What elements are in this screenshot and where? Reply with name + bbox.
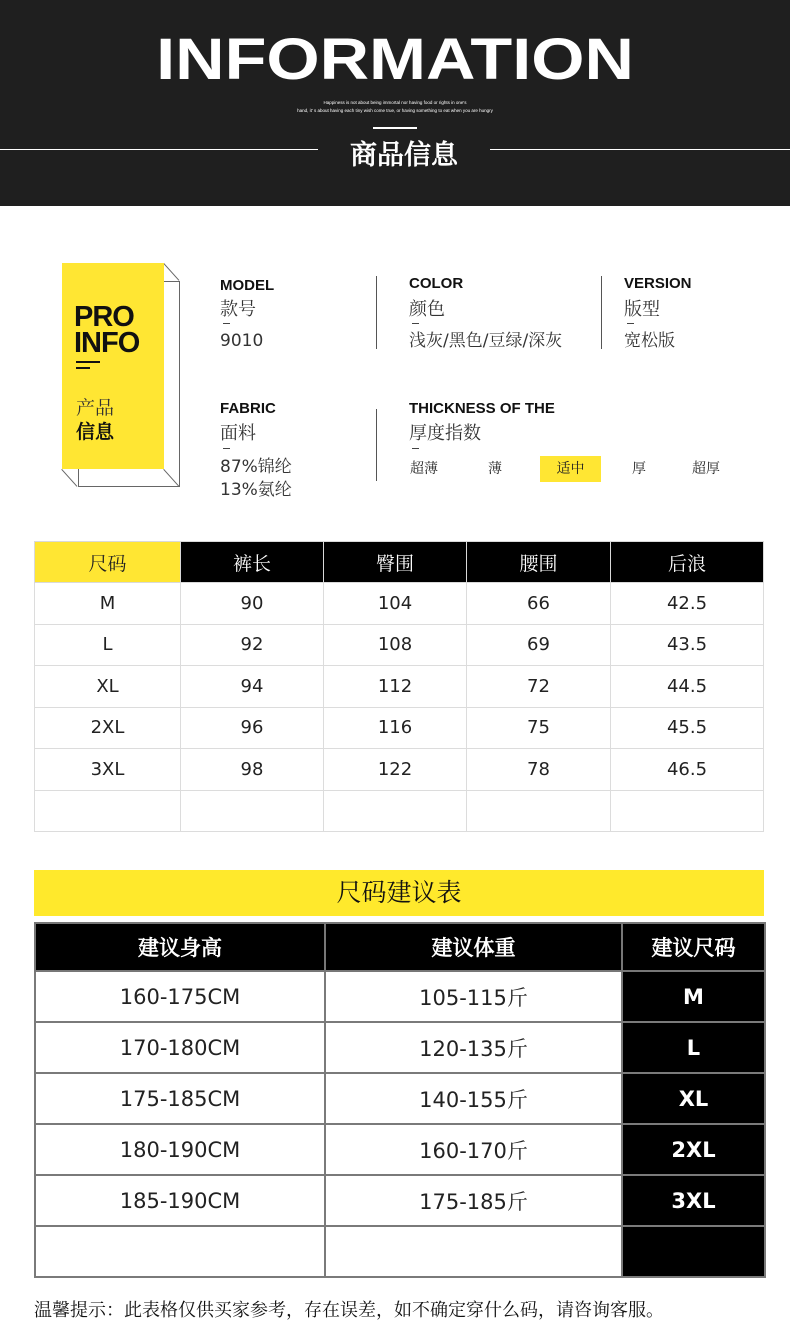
header-tagline-2: hand, it' s about having each tiny wish come true, or having something to eat when you are hungry — [297, 108, 493, 113]
pro-info-rule — [76, 367, 90, 369]
table-cell: 3XL — [622, 1175, 765, 1226]
table-cell: 160-175CM — [35, 971, 325, 1022]
table-cell: L — [35, 624, 181, 666]
attr-separator — [376, 276, 377, 349]
header-tagline-1: Happiness is not about being immortal nor having food or rights in one's — [323, 100, 467, 105]
table-cell: 42.5 — [611, 583, 764, 625]
table-row — [35, 1226, 765, 1277]
table-row — [35, 790, 764, 832]
fabric-dash — [223, 448, 230, 449]
table-cell: 45.5 — [611, 707, 764, 749]
pro-info-box-edge — [163, 263, 179, 281]
table-cell: 75 — [467, 707, 611, 749]
version-label-cn: 版型 — [624, 299, 660, 320]
model-value: 9010 — [220, 331, 264, 351]
table-cell: 96 — [181, 707, 324, 749]
size-header-hip: 臀围 — [324, 542, 467, 583]
header-divider-right — [490, 149, 790, 150]
table-cell: 94 — [181, 666, 324, 708]
pro-info-label-line-2: INFO — [74, 327, 140, 359]
size-table — [34, 541, 764, 832]
table-cell: 140-155斤 — [325, 1073, 622, 1124]
table-cell — [181, 790, 324, 832]
table-cell: L — [622, 1022, 765, 1073]
table-cell: 185-190CM — [35, 1175, 325, 1226]
table-cell: 3XL — [35, 749, 181, 791]
table-cell: 66 — [467, 583, 611, 625]
table-cell: 44.5 — [611, 666, 764, 708]
table-cell — [324, 790, 467, 832]
rec-header-weight: 建议体重 — [325, 923, 622, 971]
size-header-waist: 腰围 — [467, 542, 611, 583]
table-cell — [467, 790, 611, 832]
table-cell: XL — [622, 1073, 765, 1124]
table-cell: 112 — [324, 666, 467, 708]
table-row — [35, 749, 764, 791]
size-note: 温馨提示：此表格仅供买家参考，存在误差，如不确定穿什么码，请咨询客服。 — [34, 1300, 664, 1321]
header-divider-left — [0, 149, 318, 150]
thickness-option-ultra-thin: 超薄 — [410, 461, 438, 477]
rec-header-height: 建议身高 — [35, 923, 325, 971]
model-label-en: MODEL — [220, 277, 275, 294]
table-cell: 98 — [181, 749, 324, 791]
table-cell: 180-190CM — [35, 1124, 325, 1175]
table-row — [35, 707, 764, 749]
table-cell: 105-115斤 — [325, 971, 622, 1022]
color-dash — [412, 323, 419, 324]
thickness-option-thin: 薄 — [488, 461, 502, 477]
table-cell: 170-180CM — [35, 1022, 325, 1073]
fabric-value-1: 87%锦纶 — [220, 457, 292, 477]
fabric-value-2: 13%氨纶 — [220, 480, 292, 500]
size-header-size: 尺码 — [35, 542, 181, 583]
table-cell: 92 — [181, 624, 324, 666]
table-cell: 78 — [467, 749, 611, 791]
pro-info-label — [74, 301, 140, 359]
table-cell: M — [622, 971, 765, 1022]
table-cell — [35, 790, 181, 832]
table-row — [35, 666, 764, 708]
model-dash — [223, 323, 230, 324]
header-title: INFORMATION — [156, 27, 634, 92]
table-row — [35, 971, 765, 1022]
recommendation-header-row — [35, 923, 765, 971]
table-cell: 2XL — [622, 1124, 765, 1175]
header-divider-short — [373, 127, 417, 129]
table-cell: 120-135斤 — [325, 1022, 622, 1073]
header-subtitle: 商品信息 — [350, 140, 458, 171]
thickness-option-medium-selected: 适中 — [540, 456, 601, 482]
table-cell: 175-185斤 — [325, 1175, 622, 1226]
thickness-dash — [412, 448, 419, 449]
table-cell: 90 — [181, 583, 324, 625]
table-cell — [611, 790, 764, 832]
size-table-header-row — [35, 542, 764, 583]
thickness-option-thick: 厚 — [632, 461, 646, 477]
fabric-label-en: FABRIC — [220, 400, 276, 417]
table-cell: XL — [35, 666, 181, 708]
thickness-label-cn: 厚度指数 — [409, 423, 481, 444]
table-cell: 160-170斤 — [325, 1124, 622, 1175]
thickness-option-ultra-thick: 超厚 — [692, 461, 720, 477]
size-header-length: 裤长 — [181, 542, 324, 583]
color-value: 浅灰/黑色/豆绿/深灰 — [409, 331, 563, 351]
color-label-cn: 颜色 — [409, 299, 445, 320]
table-cell: 175-185CM — [35, 1073, 325, 1124]
table-cell — [325, 1226, 622, 1277]
table-cell: 72 — [467, 666, 611, 708]
table-cell: 108 — [324, 624, 467, 666]
table-row — [35, 583, 764, 625]
table-row — [35, 1073, 765, 1124]
model-label-cn: 款号 — [220, 299, 256, 320]
table-cell: M — [35, 583, 181, 625]
size-header-back-rise: 后浪 — [611, 542, 764, 583]
version-value: 宽松版 — [624, 331, 675, 351]
table-cell: 2XL — [35, 707, 181, 749]
table-cell — [35, 1226, 325, 1277]
attr-separator — [601, 276, 602, 349]
thickness-label-en: THICKNESS OF THE — [409, 400, 555, 417]
table-cell: 116 — [324, 707, 467, 749]
pro-info-box-edge — [61, 469, 77, 487]
fabric-label-cn: 面料 — [220, 423, 256, 444]
pro-info-cn-2: 信息 — [76, 421, 115, 443]
recommendation-table — [34, 922, 766, 1278]
table-cell: 122 — [324, 749, 467, 791]
version-label-en: VERSION — [624, 275, 692, 292]
attr-separator — [376, 409, 377, 481]
table-cell: 104 — [324, 583, 467, 625]
pro-info-cn-1: 产品 — [76, 397, 115, 419]
table-row — [35, 1124, 765, 1175]
pro-info-label-line-1: PRO — [74, 301, 134, 333]
table-cell: 43.5 — [611, 624, 764, 666]
rec-header-size: 建议尺码 — [622, 923, 765, 971]
table-cell — [622, 1226, 765, 1277]
version-dash — [627, 323, 634, 324]
table-cell: 69 — [467, 624, 611, 666]
pro-info-rule — [76, 361, 100, 363]
table-row — [35, 624, 764, 666]
color-label-en: COLOR — [409, 275, 464, 292]
table-cell: 46.5 — [611, 749, 764, 791]
info-header — [0, 0, 790, 206]
table-row — [35, 1175, 765, 1226]
table-row — [35, 1022, 765, 1073]
recommendation-title-bar: 尺码建议表 — [34, 870, 764, 916]
